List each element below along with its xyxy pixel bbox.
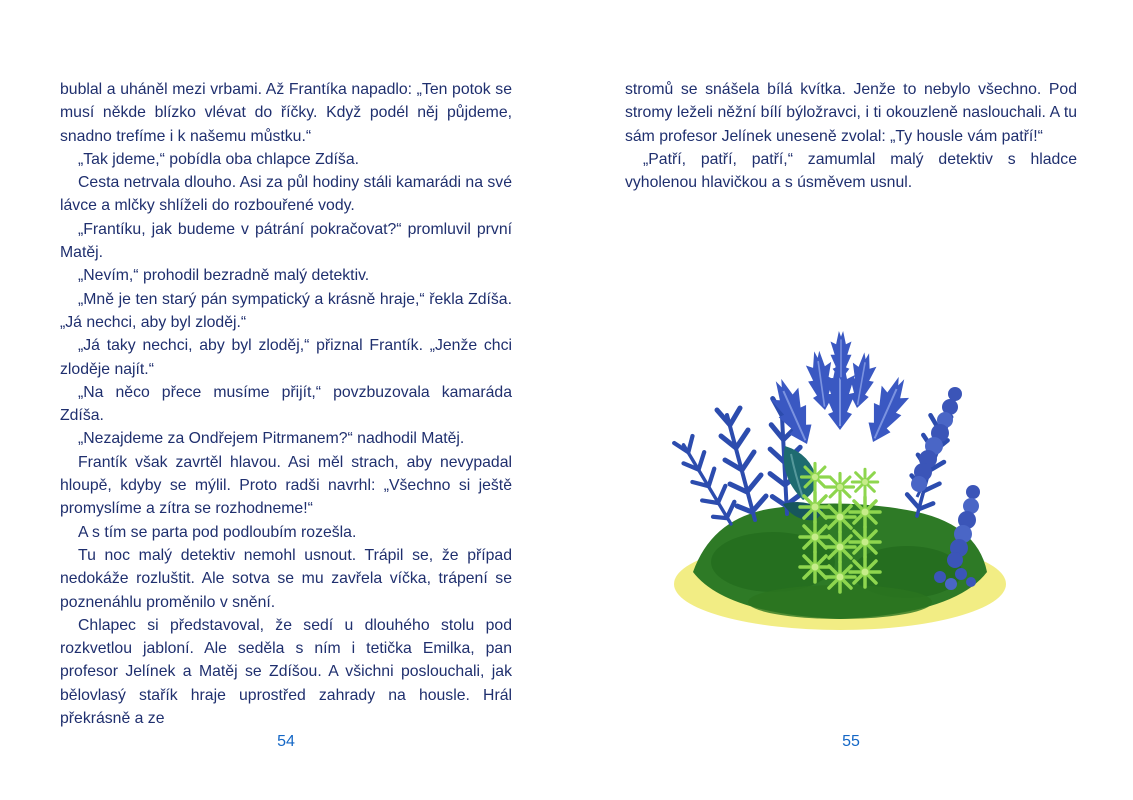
paragraph: „Patří, patří, patří,“ zamumlal malý detektiv s hladce vyholenou hlavičkou a s úsměvem usnul. xyxy=(625,150,1077,192)
paragraph: „Tak jdeme,“ pobídla oba chlapce Zdíša. xyxy=(78,150,359,168)
paragraph: „Nezajdeme za Ondřejem Pitrmanem?“ nadhodil Matěj. xyxy=(78,430,465,448)
paragraph: „Na něco přece musíme přijít,“ povzbuzovala kamaráda Zdíša. xyxy=(60,383,512,425)
paragraph: stromů se snášela bílá kvítka. Jenže to nebylo všechno. Pod stromy leželi něžní bílí býložravci, i ti okouzleně naslouchali. A tu sám profesor Jelínek uneseně zvolal: „Ty housle vám patří!“ xyxy=(625,81,1077,145)
paragraph: Cesta netrvala dlouho. Asi za půl hodiny stáli kamarádi na své lávce a mlčky shlíželi do rozbouřené vody. xyxy=(60,174,512,215)
page-right-text xyxy=(625,78,1077,194)
flower-illustration-svg xyxy=(655,262,1027,638)
page-left-text xyxy=(60,78,512,730)
page-number-left: 54 xyxy=(277,733,295,750)
paragraph: Frantík však zavrtěl hlavou. Asi měl strach, aby nevypadal hloupě, kdyby se mýlil. Proto radši navrhl: „Všechno si ještě promyslíme a zítra se rozhodneme!“ xyxy=(60,453,512,518)
paragraph: „Já taky nechci, aby byl zloděj,“ přiznal Frantík. „Jenže chci zloděje najít.“ xyxy=(60,337,512,378)
paragraph: „Frantíku, jak budeme v pátrání pokračovat?“ promluvil první Matěj. xyxy=(60,220,512,262)
paragraph: A s tím se parta pod podloubím rozešla. xyxy=(78,523,357,541)
page-number-right: 55 xyxy=(842,733,860,750)
paragraph: „Mně je ten starý pán sympatický a krásně hraje,“ řekla Zdíša. „Já nechci, aby byl zloděj.“ xyxy=(60,290,512,331)
paragraph: bublal a uháněl mezi vrbami. Až Frantíka napadlo: „Ten potok se musí někde blízko vlévat do říčky. Když podél něj půjdeme, snadno trefíme i k našemu můstku.“ xyxy=(60,81,512,145)
paragraph: Chlapec si představoval, že sedí u dlouhého stolu pod rozkvetlou jabloní. Ale seděla s ním i tetička Emilka, pan profesor Jelínek a Matěj se Zdíšou. A všichni poslouchali, jak bělovlasý stařík hraje uprostřed zahrady na housle. Hrál překrásně a ze xyxy=(60,616,512,728)
paragraph: Tu noc malý detektiv nemohl usnout. Trápil se, že případ nedokáže rozluštit. Ale sotva se mu zavřela víčka, trápení se poznenáhlu proměnilo v snění. xyxy=(60,546,512,611)
flower-illustration xyxy=(655,262,1027,638)
paragraph: „Nevím,“ prohodil bezradně malý detektiv. xyxy=(78,267,370,285)
